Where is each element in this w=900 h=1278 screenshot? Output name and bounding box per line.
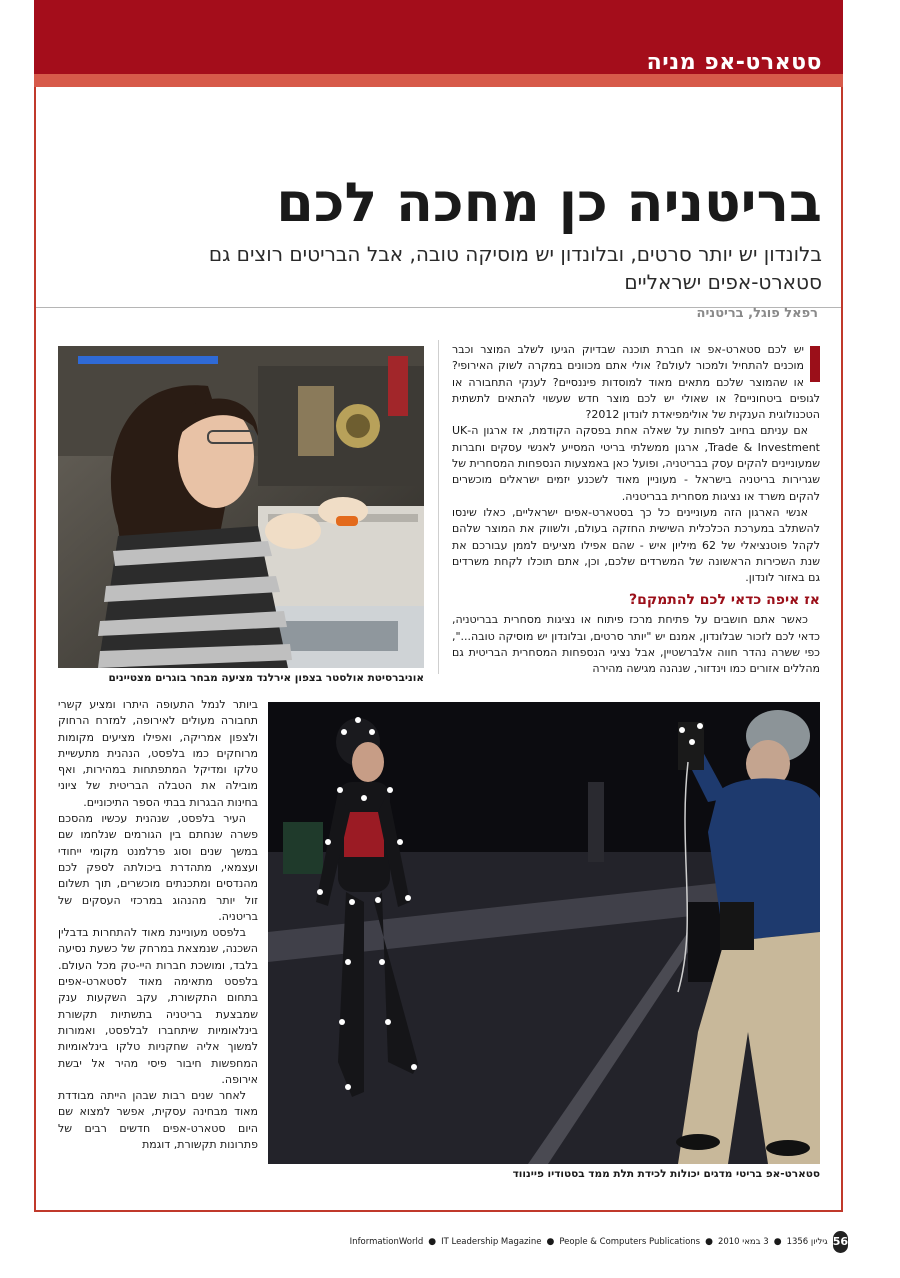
article-paragraph: בלפסט מעוניינת מאוד להתחרות בדבלין השכנה, שנמצאת במרחק של כשעת נסיעה בלבד, ומושכת חברות היי-טק מכל העולם. בלפסט מתאימה מאוד לסטארט-אפים בתחום התקשורת, עקב השקעות ענק שמבצעת בריטניה בתשתיות תקשורת בינלאומיות שיתחברו לבלפסט, ואמורות למשוך אליה שחקניות טלקו בינלאומיות המחפשות חיבור פיסי מהיר אל יבשת אירופה. (58, 926, 258, 1086)
article-paragraph: יש לכם סטארט-אפ או חברת תוכנה שבדיוק הגיעו לשלב המוצר וכבר מוכנים להתחיל ולמכור לעולם? אולי אתם מכוונים במקרה לשוק האירופי? או שהמוצר שלכם מתאים מאוד למוסדות פיננסיים? לענקי התחבורה או לגופים ביטחוניים? או שאולי יש לכם מוצר חדש שעשוי להתאים לתשתית הטכנולוגית הענקית של אולימפיאדת לונדון 2012? (452, 343, 820, 422)
article-paragraph: אם עניתם בחיוב לפחות על שאלה אחת בפסקה הקודמת, אז ארגון ה-UK Trade & Investment, ארגון ממשלתי בריטי המסייע לאנשי עסקים וחברות שמעוניינים להקים עסק בבריטניה, ופועל כאן באמצעות הנספחות המסחרית של שגרירות בריטניה בישראל - מעוניין מאוד לשכנע יזמים ישראלים מוכשרים להקים משרד או נציגות מסחרית בבריטניה. (452, 424, 820, 503)
article-paragraph: אנשי הארגון הזה מעוניינים כל כך בסטארט-אפים ישראליים, כאלו שינסו להשתלב במערכת הכלכלית השישית החזקה בעולם, ולשווק את המוצר שלהם לקהל פוטנציאלי של 62 מיליון איש - שהם אפילו מציעים לממן עבורכם את שנת השכירות הראשונה של המשרדים שלכם, וכן, אתם תוכלו לקחת משרדים גם באזור לונדון. (452, 505, 820, 585)
article-subtitle: אז איפה כדאי לכם להתמקם? (628, 592, 820, 609)
separator-dot: ● (546, 1237, 555, 1247)
article-paragraph: לאחר שנים רבות שבהן הייתה מבודדת מאוד מבחינה עסקית, אפשר למצוא שם היום סטארט-אפים חדשים רבים של פתרונות תקשורת, דוגמת (58, 1089, 258, 1152)
photo-motion-capture (268, 702, 820, 1164)
byline: רפאל פוגל, בריטניה (696, 306, 818, 321)
footer-brand: InformationWorld (349, 1237, 424, 1247)
separator-dot: ● (773, 1237, 782, 1247)
article-paragraph: כאשר אתם חושבים על פתיחת מרכז פיתוח או נציגות מסחרית בבריטניה, כדאי לכם לזכור שבלונדון, אמנם יש "יותר סרטים, ובלונדון יש מוסיקה טובה...", כפי ששרה נהדר חווה אלברשטיין, אבל נציגי הנספחות המסחרית הבריטית גם מהללים אזורים כמו וינדזור, שנהנה מגישה מהירה (452, 613, 820, 674)
lab-researcher-image (58, 346, 424, 668)
photo-lab-researcher (58, 346, 424, 668)
headline: בריטניה כן מחכה לכם (276, 171, 822, 234)
drop-cap-mark (810, 346, 820, 382)
article-paragraph: ביותר לנמל התעופה היתרו ומציע קשרי תחבורה מעולים לאירופה, למזרח הרחוק ולצפון אמריקה, ואפילו מציעים מקומות מרוחקים כמו בלפסט, הנהנית מתעשיית טלקו ומדיקל המתפתחות במהירות, ואף מובילה את הטבלה הבריטית של ציוני בחינות הבגרות בבתי הספר התיכוניים. (58, 698, 258, 809)
subheadline: בלונדון יש יותר סרטים, ובלונדון יש מוסיקה טובה, אבל הבריטים רוצים גם סטארט-אפים ישראליים (208, 242, 822, 294)
footer-date: 3 במאי 2010 (717, 1237, 769, 1247)
article-column-bottom (58, 697, 258, 1187)
footer-publisher: People & Computers Publications (559, 1237, 701, 1247)
section-label: סטארט-אפ מניה (646, 50, 822, 75)
footer-magazine: IT Leadership Magazine (441, 1237, 542, 1247)
article-column-top (452, 342, 820, 674)
motion-capture-image (268, 702, 820, 1164)
separator-dot: ● (428, 1237, 437, 1247)
section-header-band (34, 74, 843, 87)
article-paragraph: העיר בלפסט, שנהנית עכשיו מהסכם פשרה שנחתם בין הגורמים שנלחמו שם במשך שנים וסוג פרלמנט מקומי ייחודי ועצמאי, מתהדרת ביכולתה לספק לכם מהנדסים ומתכנתים מוכשרים, תוך תשלום זול יותר מהנהוג במרכזי העסקים של בריטניה. (58, 812, 258, 923)
page-number: 56 (833, 1231, 848, 1253)
column-divider (438, 340, 439, 674)
photo-caption: אוניברסיטת אולסטר בצפון אירלנד מציעה מבחר בוגרים מצטיינים (108, 672, 424, 684)
page-footer (349, 1232, 848, 1252)
separator-dot: ● (705, 1237, 713, 1247)
photo-caption: סטארט-אפ בריטי מדגים יכולות לכידת תלת ממד בסטודיו פיינווד (512, 1168, 820, 1180)
footer-issue: גיליון 1356 (786, 1237, 828, 1247)
